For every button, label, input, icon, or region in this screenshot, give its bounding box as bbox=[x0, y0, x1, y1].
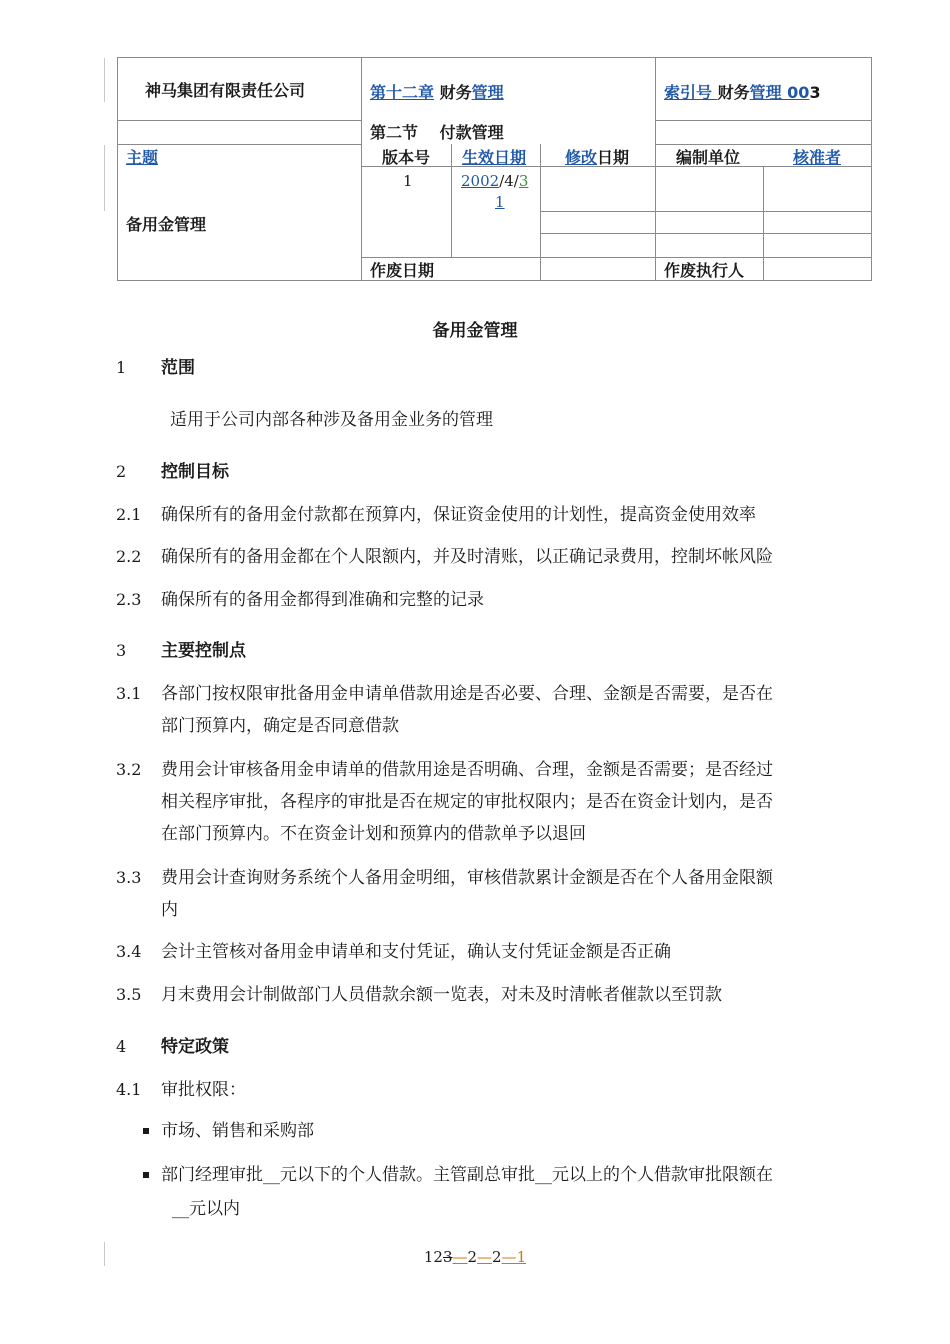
section-title: 主要控制点 bbox=[161, 641, 246, 661]
bullet-text: 部门经理审批__元以下的个人借款。主管副总审批__元以上的个人借款审批限额在 bbox=[161, 1165, 773, 1185]
document-title: 备用金管理 bbox=[432, 321, 518, 341]
effective-date-value-cont: 1 bbox=[495, 193, 505, 211]
void-executor-label: 作废执行人 bbox=[664, 261, 745, 280]
effective-date-label: 生效日期 bbox=[462, 148, 527, 167]
margin-mark bbox=[104, 145, 105, 211]
bullet-text: 市场、销售和采购部 bbox=[161, 1121, 314, 1141]
item-number: 3.2 bbox=[116, 760, 142, 779]
item-number: 3.1 bbox=[116, 684, 142, 703]
subject-label: 主题 bbox=[126, 148, 159, 167]
paragraph: 费用会计查询财务系统个人备用金明细，审核借款累计金额是否在个人备用金限额 bbox=[161, 868, 773, 888]
version-value: 1 bbox=[403, 172, 413, 190]
section-number: 1 bbox=[116, 358, 127, 377]
section-number: 4 bbox=[116, 1037, 127, 1056]
chapter-title: 第十二章 财务管理 bbox=[370, 83, 504, 102]
paragraph: 确保所有的备用金付款都在预算内，保证资金使用的计划性，提高资金使用效率 bbox=[161, 505, 756, 525]
item-number: 2.3 bbox=[116, 590, 142, 609]
header-table bbox=[117, 57, 872, 281]
subject-value: 备用金管理 bbox=[126, 215, 207, 234]
paragraph: 相关程序审批，各程序的审批是否在规定的审批权限内；是否在资金计划内，是否 bbox=[161, 792, 773, 812]
paragraph: 费用会计审核备用金申请单的借款用途是否明确、合理，金额是否需要；是否经过 bbox=[161, 760, 773, 780]
section-number: 3 bbox=[116, 641, 127, 660]
paragraph: 会计主管核对备用金申请单和支付凭证，确认支付凭证金额是否正确 bbox=[161, 942, 671, 962]
paragraph: 适用于公司内部各种涉及备用金业务的管理 bbox=[170, 410, 493, 430]
section-title: 控制目标 bbox=[161, 462, 229, 482]
paragraph: 确保所有的备用金都得到准确和完整的记录 bbox=[161, 590, 484, 610]
paragraph: 部门预算内，确定是否同意借款 bbox=[161, 716, 399, 736]
section-title: 第二节 付款管理 bbox=[370, 123, 504, 142]
paragraph: 确保所有的备用金都在个人限额内，并及时清账，以正确记录费用，控制坏帐风险 bbox=[161, 547, 773, 567]
index-number: 索引号 财务管理 003 bbox=[664, 83, 821, 102]
item-number: 3.5 bbox=[116, 985, 142, 1004]
paragraph: 各部门按权限审批备用金申请单借款用途是否必要、合理、金额是否需要，是否在 bbox=[161, 684, 773, 704]
item-number: 3.3 bbox=[116, 868, 142, 887]
effective-date-value: 2002/4/3 bbox=[461, 172, 529, 190]
editor-unit-label: 编制单位 bbox=[676, 148, 741, 167]
bullet-icon bbox=[143, 1128, 149, 1134]
page-number: 123—2—2—1 bbox=[423, 1248, 527, 1266]
company-name: 神马集团有限责任公司 bbox=[145, 81, 306, 100]
section-title: 范围 bbox=[161, 358, 195, 378]
item-number: 4.1 bbox=[116, 1080, 142, 1099]
paragraph: 在部门预算内。不在资金计划和预算内的借款单予以退回 bbox=[161, 824, 586, 844]
void-date-label: 作废日期 bbox=[370, 261, 435, 280]
bullet-icon bbox=[143, 1172, 149, 1178]
item-number: 3.4 bbox=[116, 942, 142, 961]
modify-date-label: 修改日期 bbox=[565, 148, 630, 167]
margin-mark bbox=[104, 58, 105, 102]
paragraph: 审批权限： bbox=[161, 1080, 246, 1100]
approver-label: 核准者 bbox=[793, 148, 842, 167]
section-number: 2 bbox=[116, 462, 127, 481]
bullet-text: __元以内 bbox=[172, 1199, 240, 1219]
item-number: 2.2 bbox=[116, 547, 142, 566]
version-label: 版本号 bbox=[382, 148, 431, 167]
paragraph: 月末费用会计制做部门人员借款余额一览表，对未及时清帐者催款以至罚款 bbox=[161, 985, 722, 1005]
paragraph: 内 bbox=[161, 900, 178, 920]
item-number: 2.1 bbox=[116, 505, 142, 524]
section-title: 特定政策 bbox=[161, 1037, 229, 1057]
